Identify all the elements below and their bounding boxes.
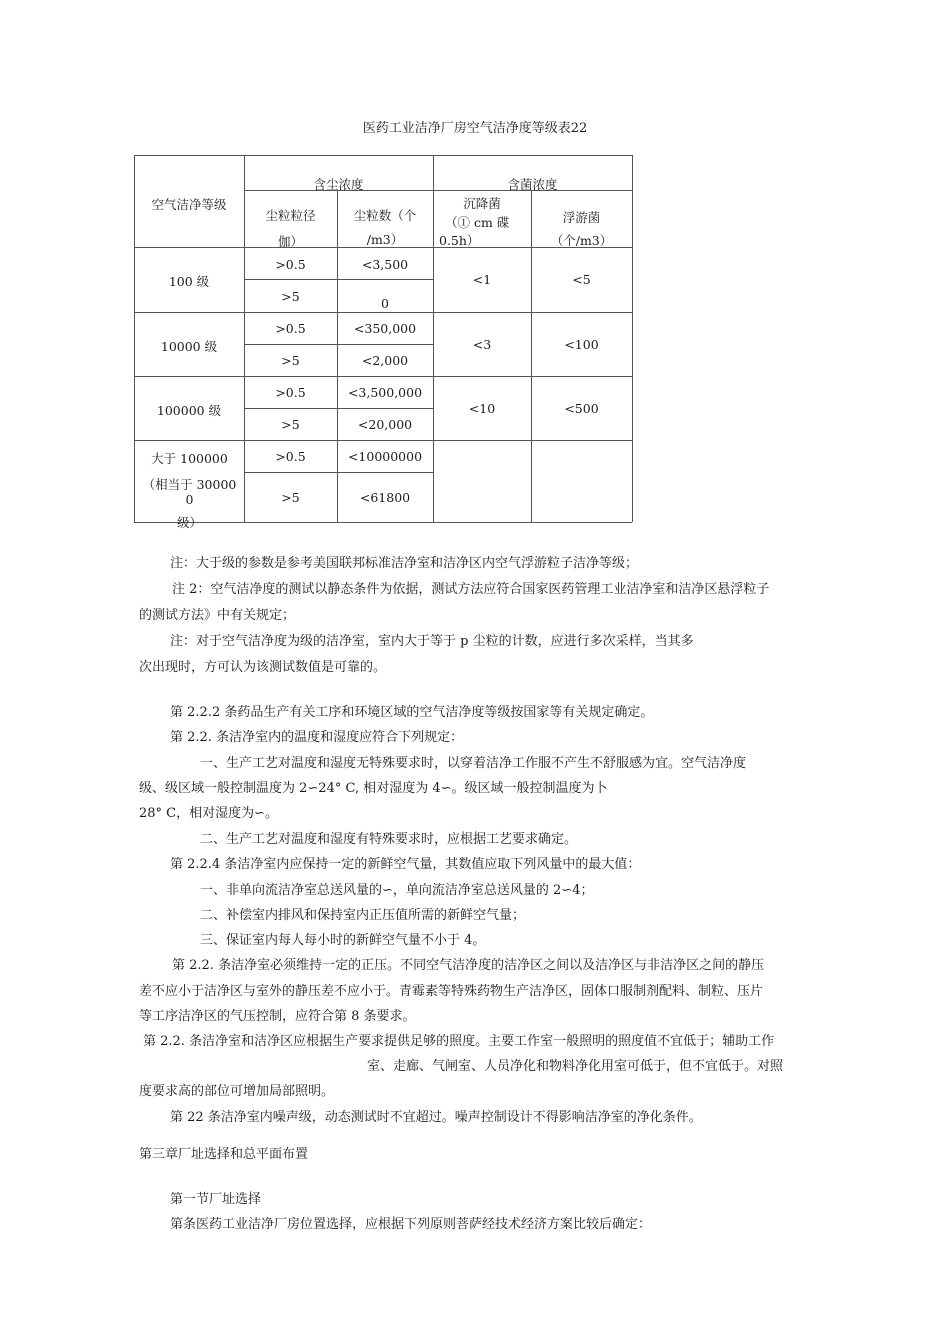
table-line: [244, 344, 433, 345]
table-cell: <61800: [359, 490, 411, 505]
table-cell: >5: [281, 490, 300, 505]
table-cell: <20,000: [357, 417, 413, 432]
table-cell: >0.5: [275, 321, 306, 336]
table-row-grade: [135, 441, 244, 530]
table-cell: <500: [564, 401, 599, 416]
paragraph: 第 2.2.2 条药品生产有关工序和环境区域的空气洁净度等级按国家等有关规定确定。: [170, 705, 654, 720]
note-3: 注：对于空气洁净度为级的洁净室，室内大于等于 p 尘粒的计数，应进行多次采样，当其多: [170, 634, 694, 649]
section-heading: 第一节厂址选择: [170, 1192, 262, 1207]
header-settling-time: 0.5h）: [439, 233, 480, 248]
header-settling-dish: （① cm 碟: [445, 215, 510, 230]
header-particle-count: 尘粒数（个: [353, 208, 417, 223]
table-cell: >0.5: [275, 449, 306, 464]
paragraph: 三、保证室内每人每小时的新鲜空气量不小于 4。: [200, 933, 486, 948]
paragraph: 等工序洁净区的气压控制，应符合第 8 条要求。: [139, 1009, 416, 1024]
note-2: 注 2：空气洁净度的测试以静态条件为依据，测试方法应符合国家医药管理工业洁净室和洁净区悬浮粒子: [172, 582, 770, 597]
table-cell: >0.5: [275, 385, 306, 400]
note-3-cont: 次出现时，方可认为该测试数值是可靠的。: [139, 660, 387, 675]
table-line: [134, 376, 632, 377]
paragraph: 度要求高的部位可增加局部照明。: [139, 1084, 335, 1099]
table-cell: <3,500,000: [347, 385, 423, 400]
paragraph: 二、生产工艺对温度和湿度有特殊要求时，应根据工艺要求确定。: [200, 832, 578, 847]
table-row-grade: 10000 级: [160, 339, 218, 354]
table-cell: <10000000: [347, 449, 423, 464]
paragraph: 第 2.2. 条洁净室必须维持一定的正压。不同空气洁净度的洁净区之间以及洁净区与非洁净区之间的静压: [172, 958, 765, 973]
table-cell: <3: [472, 337, 492, 352]
header-settling: 沉降菌: [463, 196, 501, 211]
paragraph: 二、补偿室内排风和保持室内正压值所需的新鲜空气量；: [200, 908, 526, 923]
header-dust: 含尘浓度: [313, 177, 364, 192]
paragraph: 室、走廊、气闸室、人员净化和物料净化用室可低于，但不宜低于。对照: [367, 1059, 784, 1074]
table-cell: >0.5: [275, 257, 306, 272]
table-cell: <2,000: [361, 353, 409, 368]
header-particle-count-unit: /m3）: [366, 232, 404, 247]
paragraph: 差不应小于洁净区与室外的静压差不应小于。青霉素等特殊药物生产洁净区，固体口服制剂配料、制粒、压片: [139, 984, 764, 999]
header-floating-unit: （个/m3）: [550, 233, 613, 248]
table-row-grade: 100000 级: [156, 403, 222, 418]
table-cell: >5: [281, 353, 300, 368]
paragraph: 第 22 条洁净室内噪声级，动态测试时不宜超过。噪声控制设计不得影响洁净室的净化条件。: [170, 1110, 702, 1125]
table-cell: 0: [381, 296, 389, 311]
table-cell: <100: [564, 337, 599, 352]
grade-line: 大于 100000: [151, 451, 228, 466]
table-line: [244, 408, 433, 409]
table-border-top: [134, 155, 632, 156]
paragraph: 级、级区域一般控制温度为 2∽24° C, 相对湿度为 4∽。级区域一般控制温度为卜: [139, 781, 608, 796]
table-line: [244, 279, 433, 280]
grade-line: 0: [185, 492, 194, 507]
header-particle-size: 尘粒粒径: [265, 208, 316, 223]
note-2-cont: 的测试方法》中有关规定；: [139, 608, 296, 623]
paragraph: 第 2.2.4 条洁净室内应保持一定的新鲜空气量，其数值应取下列风量中的最大值：: [170, 857, 641, 872]
note-1: 注：大于级的参数是参考美国联邦标准洁净室和洁净区内空气浮游粒子洁净等级；: [170, 556, 639, 571]
header-bacteria: 含菌浓度: [507, 177, 558, 192]
table-cell: <350,000: [353, 321, 417, 336]
page-title: 医药工业洁净厂房空气洁净度等级表22: [362, 121, 588, 136]
table-cell: <1: [472, 272, 492, 287]
table-row-grade: 100 级: [168, 274, 210, 289]
table-line: [134, 312, 632, 313]
header-particle-size-unit: 伽）: [277, 234, 303, 249]
paragraph: 第条医药工业洁净厂房位置选择，应根据下列原则菩萨经技术经济方案比较后确定：: [170, 1217, 652, 1232]
paragraph: 第 2.2. 条洁净室内的温度和湿度应符合下列规定：: [170, 730, 464, 745]
chapter-heading: 第三章厂址选择和总平面布置: [139, 1147, 309, 1162]
grade-line: （相当于 30000: [142, 477, 237, 492]
table-cell: >5: [281, 289, 300, 304]
table-cell: <5: [572, 272, 591, 287]
paragraph: 一、生产工艺对温度和湿度无特殊要求时，以穿着洁净工作服不产生不舒服感为宜。空气洁净度: [200, 756, 747, 771]
paragraph: 28° C，相对湿度为∽。: [139, 806, 279, 821]
table-line: [244, 472, 433, 473]
paragraph: 第 2.2. 条洁净室和洁净区应根据生产要求提供足够的照度。主要工作室一般照明的照度值不宜低于；辅助工作: [143, 1034, 775, 1049]
table-cell: <3,500: [361, 257, 409, 272]
header-grade: 空气洁净等级: [151, 197, 227, 212]
table-border-right: [632, 155, 633, 522]
table-cell: >5: [281, 417, 300, 432]
paragraph: 一、非单向流洁净室总送风量的∽，单向流洁净室总送风量的 2∽4；: [200, 883, 594, 898]
table-cell: <10: [468, 401, 496, 416]
grade-line: 级）: [176, 515, 202, 530]
header-floating: 浮游菌: [562, 210, 601, 225]
